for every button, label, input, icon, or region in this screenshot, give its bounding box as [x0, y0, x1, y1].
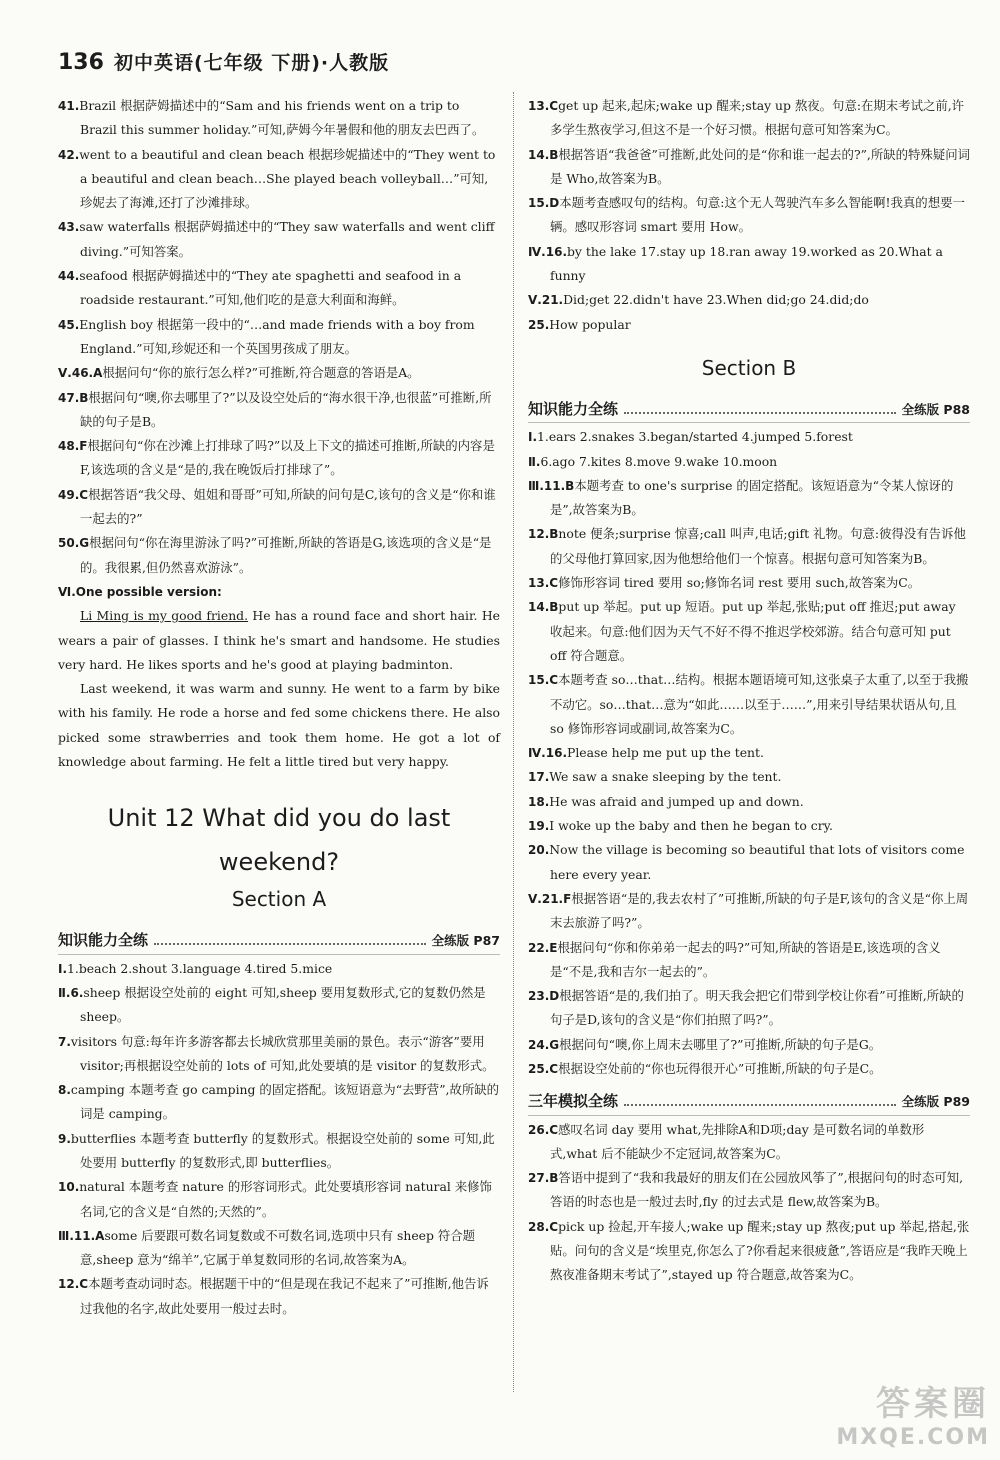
answer-number: 49.C	[58, 487, 89, 502]
answer-item	[528, 668, 970, 741]
answer-item	[58, 215, 500, 264]
answer-item	[58, 264, 500, 313]
bar-label: 知识能力全练	[58, 931, 149, 950]
bar-dots	[624, 1104, 896, 1106]
answer-item	[528, 143, 970, 192]
answer-item	[528, 94, 970, 143]
answer-number: 15.C	[528, 673, 559, 688]
answer-item	[528, 838, 970, 887]
answer-item	[528, 474, 970, 523]
answer-item	[58, 1127, 500, 1176]
practice-bar-p89	[528, 1089, 970, 1115]
answer-text: 根据问句“你和你弟弟一起去的吗?”可知,所缺的答语是E,该选项的含义是“不是,我和吉尔一起去的”。	[550, 939, 941, 979]
watermark-url: MXQE.COM	[836, 1425, 990, 1450]
answer-number: 25.C	[528, 1061, 559, 1076]
answer-number: 25.	[528, 317, 550, 332]
answer-text: 1.beach 2.shout 3.language 4.tired 5.mice	[67, 960, 333, 976]
answer-text: 根据设空处前的“你也玩得很开心”可推断,所缺的句子是C。	[558, 1060, 882, 1076]
essay-underlined-sentence: Li Ming is my good friend.	[80, 608, 249, 624]
answer-text: 本题考查 to one's surprise 的固定搭配。该短语意为“令某人惊讶的是”,故答案为B。	[550, 477, 954, 518]
answer-list-section-a-cont	[528, 94, 970, 337]
answer-number: Ⅱ.	[528, 454, 541, 469]
bar-dots	[154, 943, 426, 945]
answer-item	[528, 240, 970, 289]
answer-item	[528, 313, 970, 337]
answer-text: 修饰形容词 tired 要用 so;修饰名词 rest 要用 such,故答案为C。	[558, 575, 921, 591]
answer-item	[528, 887, 970, 936]
answer-number: 44.	[58, 269, 80, 284]
answer-number: 14.B	[528, 600, 559, 615]
answer-number: 17.	[528, 770, 550, 785]
answer-number: 8.	[58, 1083, 71, 1098]
answer-item	[58, 1175, 500, 1224]
answer-item	[528, 1118, 970, 1167]
answer-number: 12.C	[58, 1277, 89, 1292]
answer-number: 15.D	[528, 196, 560, 211]
answer-item	[58, 483, 500, 532]
answer-number: 41.	[58, 99, 80, 113]
answer-item	[528, 595, 970, 668]
essay-p1-rest: He has a round face and short hair. He wears a pair of glasses. I think he's smart and handsome. He studies very hard. He likes sports and he's good at playing badminton.	[58, 608, 500, 672]
answer-text: 本题考查动词时态。根据题干中的“但是现在我记不起来了”可推断,他告诉过我他的名字,故此处要用一般过去时。	[80, 1276, 489, 1316]
answer-number: Ⅰ.	[528, 430, 538, 445]
answer-number: 13.C	[528, 99, 559, 113]
answer-text: seafood 根据萨姆描述中的“They ate spaghetti and seafood in a roadside restaurant.”可知,他们吃的是意大利面和海鲜。	[79, 268, 462, 308]
answer-text: 答语中提到了“我和我最好的朋友们在公园放风筝了”,根据问句的时态可知,答语的时态也是一般过去时,fly 的过去式是 flew,故答案为B。	[550, 1170, 964, 1210]
answer-text: 根据问句“噢,你上周末去哪里了?”可推断,所缺的句子是G。	[559, 1036, 882, 1052]
answer-item	[528, 936, 970, 985]
answer-item	[528, 984, 970, 1033]
answer-text: 6.ago 7.kites 8.move 9.wake 10.moon	[540, 453, 778, 469]
answer-text: 根据答语“我父母、姐姐和哥哥”可知,所缺的问句是C,该句的含义是“你和谁一起去的?”	[80, 486, 496, 527]
answer-text: Brazil 根据萨姆描述中的“Sam and his friends went on a trip to Brazil this summer holiday.”可知,萨姆今年暑假和他的朋友去巴西了。	[79, 98, 485, 138]
answer-number: 24.G	[528, 1037, 560, 1052]
answer-item	[58, 531, 500, 580]
answer-text: 根据问句“你在沙滩上打排球了吗?”以及上下文的描述可推断,所缺的内容是F,该选项的含义是“是的,我在晚饭后打排球了”。	[80, 438, 495, 478]
answer-item	[528, 1057, 970, 1081]
essay-paragraph-1	[58, 604, 500, 677]
answer-number: Ⅴ.21.F	[528, 891, 572, 906]
answer-item	[528, 571, 970, 595]
answer-number: 28.C	[528, 1219, 559, 1234]
essay-block	[58, 580, 500, 774]
answer-text: note 便条;surprise 惊喜;call 叫声,电话;gift 礼物。句意:彼得没有告诉他的父母他打算回家,因为他想给他们一个惊喜。根据句意可知答案为B。	[550, 526, 966, 566]
bar-dots	[624, 412, 896, 414]
answer-number: 20.	[528, 843, 550, 858]
answer-text: English boy 根据第一段中的“…and made friends with a boy from England.”可知,珍妮还和一个英国男孩成了朋友。	[79, 316, 475, 356]
answer-number: 19.	[528, 819, 550, 834]
unit-title	[58, 796, 500, 884]
bar-label: 知识能力全练	[528, 399, 619, 418]
right-column	[528, 94, 970, 1288]
answer-text: How popular	[549, 316, 631, 332]
answer-item	[58, 981, 500, 1030]
answer-item	[528, 425, 970, 449]
watermark-logo-text: 答案圈	[876, 1384, 990, 1424]
answer-item	[528, 814, 970, 838]
essay-heading: Ⅵ.One possible version:	[58, 584, 222, 599]
answer-number: 50.G	[58, 536, 90, 551]
answer-item	[58, 434, 500, 483]
answer-number: 42.	[58, 147, 80, 162]
answer-text: sheep 根据设空处前的 eight 可知,sheep 要用复数形式,它的复数仍然是 sheep。	[80, 984, 486, 1025]
answer-number: 45.	[58, 317, 80, 332]
answer-text: visitors 句意:每年许多游客都去长城欣赏那里美丽的景色。表示“游客”要用 visitor;再根据设空处前的 lots of 可知,此处要填的是 visitor 的复数形式。	[70, 1033, 495, 1073]
left-column	[58, 94, 500, 1321]
answer-list-section-a	[58, 957, 500, 1321]
answer-text: 本题考查 so…that…结构。根据本题语境可知,这张桌子太重了,以至于我搬不动它。so…that…意为“如此……以至于……”,用来引导结果状语从句,且 so 修饰形容词或副词,故答案为C。	[550, 672, 969, 736]
answer-number: 22.E	[528, 940, 558, 955]
section-a-title: Section A	[231, 887, 327, 912]
answer-number: 27.B	[528, 1171, 559, 1186]
answer-text: saw waterfalls 根据萨姆描述中的“They saw waterfalls and went cliff diving.”可知答案。	[79, 219, 495, 259]
answer-list-unit11-end	[58, 94, 500, 580]
answer-text: 1.ears 2.snakes 3.began/started 4.jumped 5.forest	[537, 429, 853, 445]
answer-text: some 后要跟可数名词复数或不可数名词,选项中只有 sheep 符合题意,sheep 意为“绵羊”,它属于单复数同形的名词,故答案为A。	[80, 1227, 476, 1268]
answer-item	[58, 313, 500, 362]
answer-item	[528, 450, 970, 474]
answer-text: camping 本题考查 go camping 的固定搭配。该短语意为“去野营”,故所缺的词是 camping。	[70, 1082, 500, 1122]
answer-item	[58, 94, 500, 143]
book-title: 初中英语(七年级 下册)·人教版	[113, 52, 390, 74]
answer-number: 43.	[58, 220, 80, 235]
answer-item	[528, 765, 970, 789]
answer-item	[58, 1078, 500, 1127]
answer-item	[528, 741, 970, 765]
answer-number: Ⅴ.46.A	[58, 366, 103, 381]
answer-number: Ⅴ.21.	[528, 293, 564, 308]
answer-number: 18.	[528, 794, 550, 809]
page-number: 136	[58, 50, 104, 75]
answer-item	[58, 1224, 500, 1273]
bar-ref: 全练版 P88	[901, 401, 970, 417]
answer-text: 根据答语“是的,我们拍了。明天我会把它们带到学校让你看”可推断,所缺的句子是D,该句的含义是“你们拍照了吗?”。	[550, 988, 964, 1028]
bar-ref: 全练版 P87	[431, 933, 500, 949]
answer-text: 本题考查感叹句的结构。句意:这个无人驾驶汽车多么智能啊!我真的想要一辆。感叹形容词 smart 要用 How。	[550, 195, 965, 235]
answer-item	[528, 191, 970, 240]
answer-number: 14.B	[528, 147, 559, 162]
answer-item	[58, 1272, 500, 1321]
answer-item	[58, 386, 500, 435]
answer-item	[528, 1166, 970, 1215]
answer-item	[58, 361, 500, 385]
section-b-title: Section B	[701, 355, 797, 380]
answer-text: 根据答语“是的,我去农村了”可推断,所缺的句子是F,该句的含义是“你上周末去旅游了吗?”。	[550, 890, 969, 931]
answer-number: Ⅰ.	[58, 961, 68, 976]
answer-number: 26.C	[528, 1122, 559, 1137]
answer-number: 7.	[58, 1034, 71, 1049]
answer-text: butterflies 本题考查 butterfly 的复数形式。根据设空处前的 some 可知,此处要用 butterfly 的复数形式,即 butterflies。	[70, 1130, 495, 1170]
answer-text: Now the village is becoming so beautiful that lots of visitors come here every year.	[549, 842, 965, 882]
practice-bar-p88	[528, 397, 970, 423]
answer-text: 感叹名词 day 要用 what,先排除A和D项;day 是可数名词的单数形式,what 后不能缺少不定冠词,故答案为C。	[550, 1121, 925, 1161]
answer-number: 47.B	[58, 390, 89, 405]
answer-text: 根据问句“你的旅行怎么样?”可推断,符合题意的答语是A。	[102, 365, 420, 381]
answer-item	[528, 790, 970, 814]
unit-title-line1: Unit 12 What did you do last	[107, 804, 451, 833]
answer-item	[528, 1033, 970, 1057]
bar-ref: 全练版 P89	[901, 1094, 970, 1110]
answer-number: 23.D	[528, 989, 560, 1004]
answer-number: Ⅳ.16.	[528, 244, 567, 259]
answer-text: put up 举起。put up 短语。put up 举起,张贴;put off 推迟;put away 收起来。句意:他们因为天气不好不得不推迟学校郊游。结合句意可知 put off 符合题意。	[550, 599, 956, 663]
answer-text: 根据问句“噢,你去哪里了?”以及设空处后的“海水很干净,也很蓝”可推断,所缺的句子是B。	[80, 389, 492, 429]
answer-number: Ⅱ.6.	[58, 985, 84, 1000]
answer-text: 根据问句“你在海里游泳了吗?”可推断,所缺的答语是G,该选项的含义是“是的。我很累,但仍然喜欢游泳”。	[80, 535, 492, 575]
answer-text: We saw a snake sleeping by the tent.	[549, 769, 782, 785]
answer-item	[58, 1030, 500, 1079]
answer-list-section-b	[528, 425, 970, 1081]
answer-text: get up 起来,起床;wake up 醒来;stay up 熬夜。句意:在期末考试之前,许多学生熬夜学习,但这不是一个好习惯。根据句意可知答案为C。	[550, 98, 965, 138]
answer-text: I woke up the baby and then he began to cry.	[549, 818, 833, 834]
answer-text: pick up 捡起,开车接人;wake up 醒来;stay up 熬夜;put up 举起,搭起,张贴。问句的含义是“埃里克,你怎么了?你看起来很疲惫”,答语应是“我昨天晚上熬夜准备期末考试了”,stayed up 符合题意,故答案为C。	[550, 1218, 970, 1283]
answer-item	[58, 143, 500, 216]
answer-item	[58, 957, 500, 981]
answer-text: Did;get 22.didn't have 23.When did;go 24.did;do	[563, 292, 869, 308]
answer-number: 13.C	[528, 576, 559, 591]
essay-paragraph-2: Last weekend, it was warm and sunny. He went to a farm by bike with his family. He rode a horse and fed some chickens there. He also picked some strawberries and took them home. He got a lot of knowledge about farming. He felt a little tired but very happy.	[58, 681, 500, 770]
unit-title-line2: weekend?	[218, 848, 340, 877]
answer-number: Ⅲ.11.B	[528, 478, 575, 493]
page-header	[58, 48, 389, 84]
practice-bar-p87	[58, 928, 500, 954]
answer-item	[528, 288, 970, 312]
answer-number: 12.B	[528, 527, 559, 542]
answer-number: Ⅳ.16.	[528, 746, 567, 761]
answer-number: 10.	[58, 1180, 80, 1195]
answer-text: He was afraid and jumped up and down.	[549, 793, 804, 809]
answer-text: by the lake 17.stay up 18.ran away 19.worked as 20.What a funny	[550, 243, 943, 284]
answer-text: natural 本题考查 nature 的形容词形式。此处要填形容词 natural 来修饰名词,它的含义是“自然的;天然的”。	[79, 1179, 492, 1219]
answer-item	[528, 522, 970, 571]
answer-number: 48.F	[58, 439, 88, 454]
answer-text: 根据答语“我爸爸”可推断,此处问的是“你和谁一起去的?”,所缺的特殊疑问词是 Who,故答案为B。	[550, 146, 970, 186]
bar-label: 三年模拟全练	[528, 1092, 619, 1111]
site-watermark	[810, 1376, 990, 1458]
answer-list-three-year	[528, 1118, 970, 1288]
answer-number: Ⅲ.11.A	[58, 1228, 105, 1243]
column-divider	[513, 92, 514, 1392]
answer-text: Please help me put up the tent.	[567, 745, 764, 761]
answer-text: went to a beautiful and clean beach 根据珍妮描述中的“They went to a beautiful and clean beach…She played beach volleyball…”可知,珍妮去了海滩,还打了沙滩排球。	[79, 146, 496, 211]
answer-item	[528, 1215, 970, 1288]
answer-number: 9.	[58, 1131, 71, 1146]
